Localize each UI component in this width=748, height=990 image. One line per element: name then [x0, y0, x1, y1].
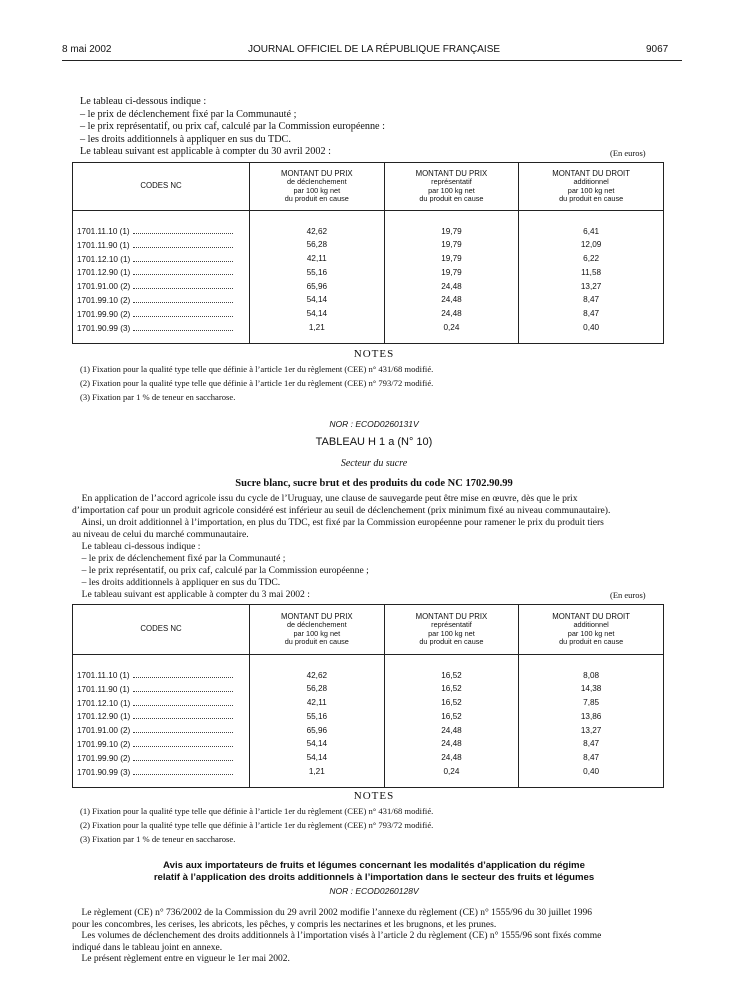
- cell-trigger-price: 54,14: [250, 294, 385, 308]
- code-text: 1701.12.10 (1): [77, 254, 131, 264]
- text-line: – le prix représentatif, ou prix caf, calculé par la Commission européenne ;: [72, 565, 369, 576]
- cell-representative-price: 24,48: [384, 738, 519, 752]
- spacer-row: [73, 655, 664, 670]
- price-table-2: [72, 604, 664, 788]
- intro-paragraph-1: [80, 96, 385, 159]
- code-text: 1701.11.10 (1): [77, 227, 130, 236]
- text-line: Le présent règlement entre en vigueur le 1er mai 2002.: [72, 954, 290, 965]
- cell-code: [73, 697, 250, 711]
- cell-code: [73, 266, 250, 280]
- cell-additional-duty: 11,58: [519, 266, 664, 280]
- column-header-trigger-price: MONTANT DU PRIX de déclenchement par 100 kg net du produit en cause: [250, 605, 385, 655]
- dot-leader: [133, 280, 233, 289]
- text-line: – le prix représentatif, ou prix caf, calculé par la Commission européenne :: [80, 121, 385, 133]
- code-text: 1701.91.00 (2): [77, 282, 131, 292]
- table-row: [73, 752, 664, 766]
- dot-leader: [133, 697, 233, 706]
- cell-trigger-price: 1,21: [250, 322, 385, 336]
- note-2: (2) Fixation pour la qualité type telle que définie à l’article 1er du règlement (CEE) n° 793/72 modifié.: [80, 820, 434, 830]
- cell-trigger-price: 55,16: [250, 710, 385, 724]
- price-table-1: [72, 162, 664, 344]
- column-header-additional-duty: MONTANT DU DROIT additionnel par 100 kg net du produit en cause: [519, 605, 664, 655]
- cell-representative-price: 16,52: [384, 669, 519, 683]
- code-text: 1701.12.90 (1): [77, 712, 131, 722]
- header-journal-title: JOURNAL OFFICIEL DE LA RÉPUBLIQUE FRANÇAISE: [247, 44, 501, 55]
- cell-code: [73, 669, 250, 683]
- cell-additional-duty: 7,85: [519, 697, 664, 711]
- code-text: 1701.99.90 (2): [77, 753, 131, 763]
- notice-title-line: relatif à l’application des droits additionnels à l’importation dans le secteur des fruits et légumes: [153, 871, 595, 883]
- cell-code: [73, 280, 250, 294]
- code-text: 1701.99.10 (2): [77, 739, 131, 749]
- note-3: (3) Fixation par 1 % de teneur en saccharose.: [80, 834, 236, 844]
- cell-additional-duty: 0,40: [519, 322, 664, 336]
- dot-leader: [133, 322, 233, 331]
- text-line: – les droits additionnels à appliquer en sus du TDC.: [80, 133, 291, 145]
- notes-title-2: NOTES: [353, 790, 395, 802]
- text-line: – le prix de déclenchement fixé par la Communauté ;: [72, 553, 286, 564]
- cell-trigger-price: 54,14: [250, 738, 385, 752]
- code-text: 1701.99.90 (2): [77, 309, 131, 319]
- column-header-trigger-price: MONTANT DU PRIX de déclenchement par 100 kg net du produit en cause: [250, 163, 385, 211]
- note-2: (2) Fixation pour la qualité type telle que définie à l’article 1er du règlement (CEE) n° 793/72 modifié.: [80, 378, 434, 388]
- text-line: Le tableau ci-dessous indique :: [80, 96, 207, 107]
- cell-code: [73, 239, 250, 253]
- column-header-representative-price: MONTANT DU PRIX représentatif par 100 kg net du produit en cause: [384, 163, 519, 211]
- cell-code: [73, 752, 250, 766]
- notice-title-line: Avis aux importateurs de fruits et légumes concernant les modalités d’application du régime: [163, 860, 585, 871]
- dot-leader: [133, 683, 233, 692]
- header-date: 8 mai 2002: [62, 44, 112, 55]
- text-line: pour les concombres, les cerises, les abricots, les pêches, y compris les nectarines et les brugnons, et les prunes.: [72, 919, 497, 930]
- cell-additional-duty: 13,27: [519, 280, 664, 294]
- dot-leader: [133, 266, 233, 275]
- cell-representative-price: 16,52: [384, 697, 519, 711]
- cell-representative-price: 16,52: [384, 710, 519, 724]
- cell-representative-price: 24,48: [384, 280, 519, 294]
- dot-leader: [133, 766, 233, 775]
- text-line: Le tableau suivant est applicable à compter du 3 mai 2002 :: [72, 589, 310, 600]
- section-subtitle: Sucre blanc, sucre brut et des produits du code NC 1702.90.99: [235, 478, 513, 489]
- code-text: 1701.90.99 (3): [77, 767, 131, 777]
- dot-leader: [133, 710, 233, 719]
- cell-additional-duty: 8,08: [519, 669, 664, 683]
- nor-reference-2: NOR : ECOD0260128V: [329, 886, 419, 896]
- cell-additional-duty: 8,47: [519, 294, 664, 308]
- dot-leader: [133, 225, 233, 234]
- cell-code: [73, 308, 250, 322]
- unit-label-1: (En euros): [610, 148, 646, 158]
- cell-additional-duty: 8,47: [519, 752, 664, 766]
- note-3: (3) Fixation par 1 % de teneur en saccharose.: [80, 392, 236, 402]
- cell-trigger-price: 55,16: [250, 266, 385, 280]
- dot-leader: [133, 724, 233, 733]
- text-line: d’importation caf pour un produit agricole considéré est inférieur au seuil de déclenchement (prix minimum fixé au niveau communautaire).: [72, 505, 611, 516]
- text-line: – le prix de déclenchement fixé par la Communauté ;: [80, 108, 297, 120]
- cell-additional-duty: 14,38: [519, 683, 664, 697]
- code-text: 1701.99.10 (2): [77, 295, 131, 305]
- text-line: – les droits additionnels à appliquer en sus du TDC.: [72, 577, 281, 588]
- header-page-number: 9067: [646, 44, 669, 55]
- cell-representative-price: 24,48: [384, 752, 519, 766]
- notes-title-1: NOTES: [353, 348, 395, 360]
- table-row: [73, 253, 664, 267]
- unit-label-2: (En euros): [610, 590, 646, 600]
- cell-representative-price: 19,79: [384, 225, 519, 239]
- code-text: 1701.12.10 (1): [77, 698, 131, 708]
- note-1: (1) Fixation pour la qualité type telle que définie à l’article 1er du règlement (CEE) n° 431/68 modifié.: [80, 364, 434, 374]
- text-line: Le tableau suivant est applicable à compter du 30 avril 2002 :: [80, 146, 331, 158]
- table-row: [73, 280, 664, 294]
- table-row: [73, 225, 664, 239]
- cell-additional-duty: 6,22: [519, 253, 664, 267]
- cell-trigger-price: 42,62: [250, 225, 385, 239]
- spacer-row: [73, 211, 664, 226]
- cell-representative-price: 0,24: [384, 322, 519, 336]
- text-line: Le tableau ci-dessous indique :: [72, 541, 201, 552]
- note-1: (1) Fixation pour la qualité type telle que définie à l’article 1er du règlement (CEE) n° 431/68 modifié.: [80, 806, 434, 816]
- cell-additional-duty: 13,27: [519, 724, 664, 738]
- cell-trigger-price: 65,96: [250, 280, 385, 294]
- table-row: [73, 697, 664, 711]
- cell-trigger-price: 65,96: [250, 724, 385, 738]
- dot-leader: [133, 752, 233, 761]
- cell-code: [73, 738, 250, 752]
- dot-leader: [133, 738, 233, 747]
- column-header-codes: CODES NC: [73, 605, 250, 655]
- cell-code: [73, 710, 250, 724]
- cell-representative-price: 19,79: [384, 266, 519, 280]
- cell-additional-duty: 0,40: [519, 766, 664, 780]
- column-header-codes: CODES NC: [73, 163, 250, 211]
- cell-representative-price: 16,52: [384, 683, 519, 697]
- cell-additional-duty: 8,47: [519, 738, 664, 752]
- text-line: indiqué dans le tableau joint en annexe.: [72, 942, 223, 953]
- dot-leader: [133, 294, 233, 303]
- table-row: [73, 766, 664, 780]
- cell-representative-price: 19,79: [384, 239, 519, 253]
- table-row: [73, 710, 664, 724]
- cell-representative-price: 24,48: [384, 308, 519, 322]
- code-text: 1701.91.00 (2): [77, 726, 131, 736]
- dot-leader: [133, 669, 233, 678]
- table-row: [73, 266, 664, 280]
- text-line: En application de l’accord agricole issu du cycle de l’Uruguay, une clause de sauvegarde peut être mise en œuvre, dès que le prix: [72, 493, 578, 504]
- dot-leader: [133, 253, 233, 262]
- sector-label: Secteur du sucre: [340, 458, 408, 469]
- intro-paragraph-2: [72, 493, 610, 601]
- tableau-title: TABLEAU H 1 a (N° 10): [315, 436, 433, 448]
- column-header-additional-duty: MONTANT DU DROIT additionnel par 100 kg net du produit en cause: [519, 163, 664, 211]
- cell-representative-price: 19,79: [384, 253, 519, 267]
- cell-code: [73, 322, 250, 336]
- cell-trigger-price: 54,14: [250, 308, 385, 322]
- code-text: 1701.11.10 (1): [77, 671, 130, 680]
- spacer-row: [73, 335, 664, 344]
- table-row: [73, 322, 664, 336]
- cell-code: [73, 766, 250, 780]
- cell-trigger-price: 42,11: [250, 697, 385, 711]
- cell-trigger-price: 42,62: [250, 669, 385, 683]
- cell-code: [73, 294, 250, 308]
- cell-additional-duty: 13,86: [519, 710, 664, 724]
- code-text: 1701.90.99 (3): [77, 323, 131, 333]
- text-line: Les volumes de déclenchement des droits additionnels à l’importation visés à l’article 2 du règlement (CE) n° 1555/96 sont fixés comme: [72, 931, 602, 942]
- code-text: 1701.12.90 (1): [77, 268, 131, 278]
- cell-trigger-price: 42,11: [250, 253, 385, 267]
- cell-code: [73, 225, 250, 239]
- cell-code: [73, 724, 250, 738]
- header-rule: [62, 60, 682, 61]
- cell-additional-duty: 12,09: [519, 239, 664, 253]
- cell-trigger-price: 56,28: [250, 239, 385, 253]
- cell-trigger-price: 56,28: [250, 683, 385, 697]
- table-row: [73, 294, 664, 308]
- nor-reference-1: NOR : ECOD0260131V: [329, 419, 419, 429]
- notice-title: [0, 860, 748, 883]
- cell-representative-price: 24,48: [384, 294, 519, 308]
- text-line: Ainsi, un droit additionnel à l’importation, en plus du TDC, est fixé par la Commission européenne pour ramener le prix du produit tiers: [72, 517, 604, 528]
- cell-additional-duty: 6,41: [519, 225, 664, 239]
- cell-code: [73, 253, 250, 267]
- cell-trigger-price: 54,14: [250, 752, 385, 766]
- table-row: [73, 239, 664, 253]
- code-text: 1701.11.90 (1): [77, 240, 130, 250]
- cell-representative-price: 24,48: [384, 724, 519, 738]
- table-row: [73, 669, 664, 683]
- cell-additional-duty: 8,47: [519, 308, 664, 322]
- table-row: [73, 683, 664, 697]
- table-row: [73, 724, 664, 738]
- regulation-paragraph: [72, 908, 601, 966]
- table-row: [73, 308, 664, 322]
- cell-representative-price: 0,24: [384, 766, 519, 780]
- cell-trigger-price: 1,21: [250, 766, 385, 780]
- code-text: 1701.11.90 (1): [77, 684, 130, 694]
- table-row: [73, 738, 664, 752]
- text-line: Le règlement (CE) n° 736/2002 de la Commission du 29 avril 2002 modifie l’annexe du règlement (CE) n° 1555/96 du 30 juillet 1996: [72, 908, 592, 918]
- cell-code: [73, 683, 250, 697]
- dot-leader: [133, 308, 233, 317]
- text-line: au niveau de celui du marché communautaire.: [72, 529, 249, 540]
- dot-leader: [133, 239, 233, 248]
- column-header-representative-price: MONTANT DU PRIX représentatif par 100 kg net du produit en cause: [384, 605, 519, 655]
- spacer-row: [73, 779, 664, 788]
